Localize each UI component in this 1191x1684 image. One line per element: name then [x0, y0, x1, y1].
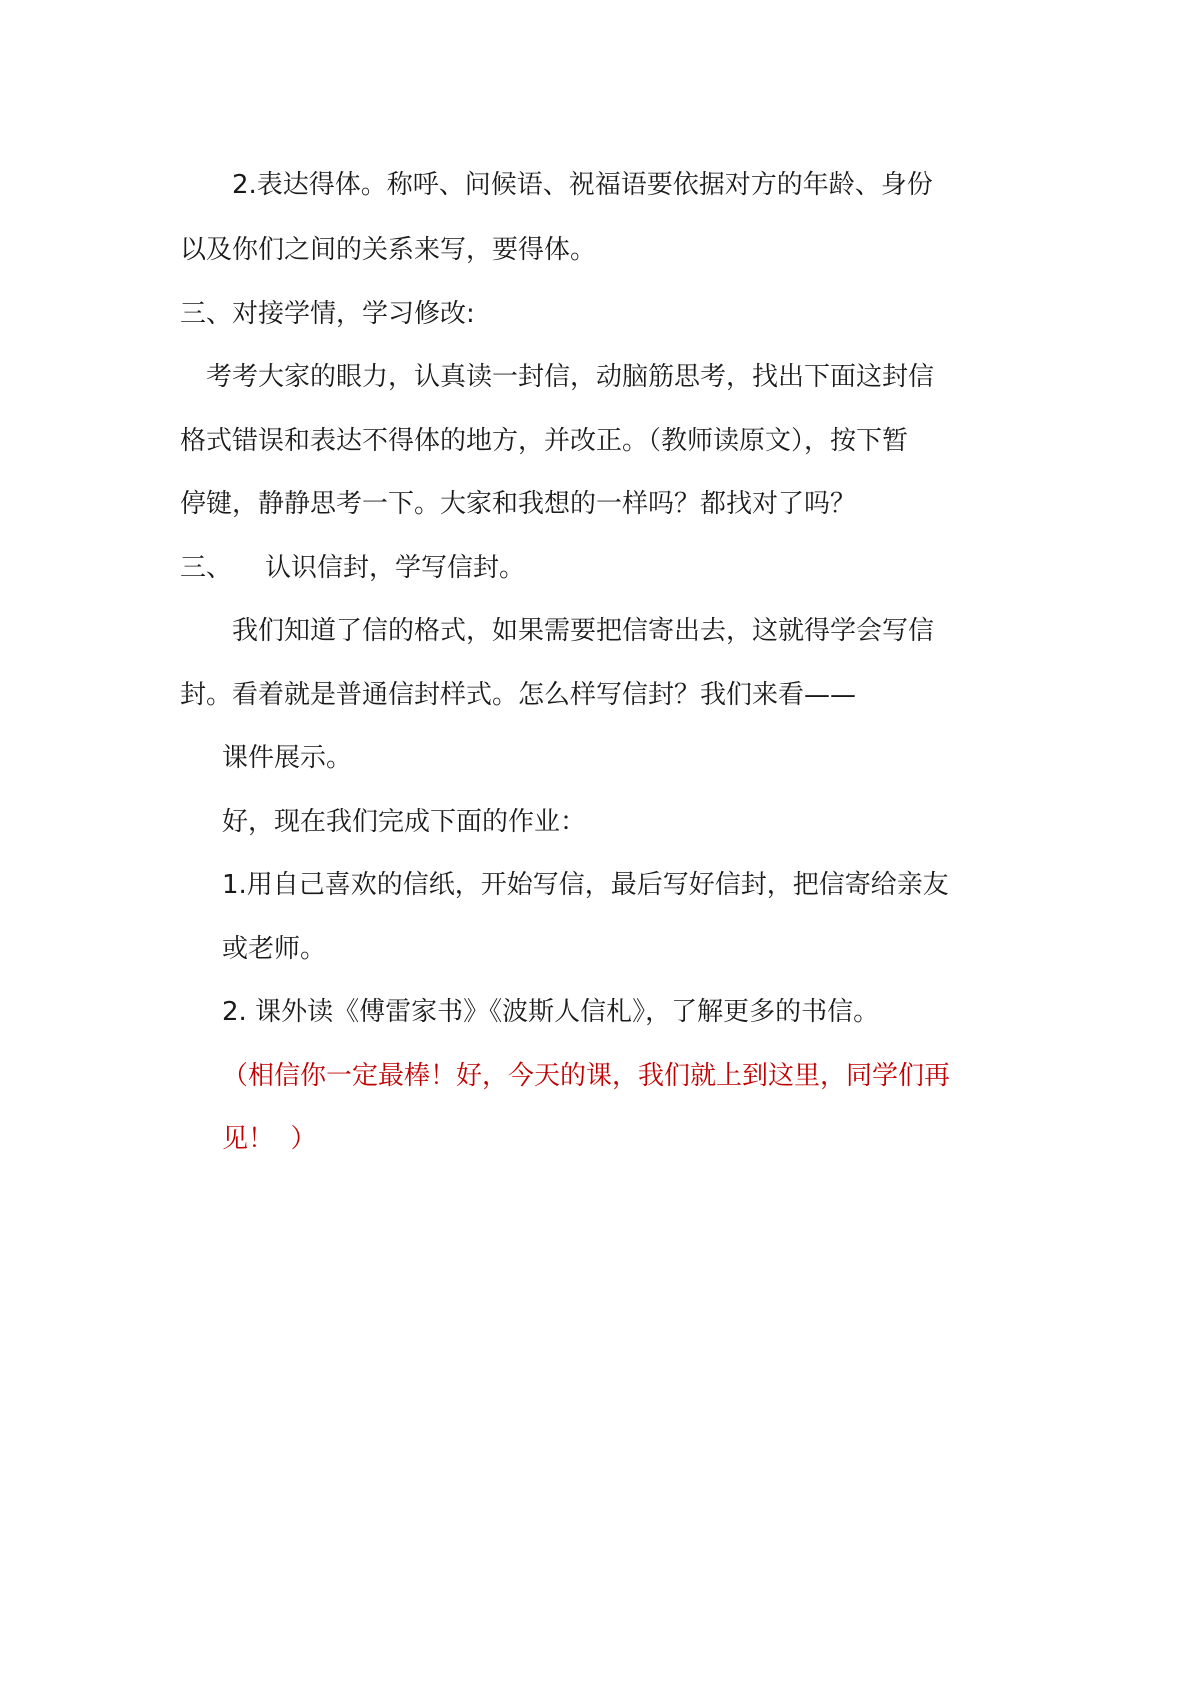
closing-remark: 见！ ） — [222, 1124, 317, 1154]
paragraph-line: 以及你们之间的关系来写，要得体。 — [180, 235, 597, 265]
section-heading: 三、对接学情，学习修改: — [180, 299, 475, 329]
homework-item: 或老师。 — [222, 934, 327, 964]
paragraph-line: 封。看着就是普通信封样式。怎么样写信封？我们来看—— — [180, 680, 857, 710]
paragraph-line: 我们知道了信的格式，如果需要把信寄出去，这就得学会写信 — [232, 616, 935, 646]
paragraph-line: 格式错误和表达不得体的地方，并改正。（教师读原文），按下暂 — [180, 426, 909, 456]
paragraph-line: 考考大家的眼力，认真读一封信，动脑筋思考，找出下面这封信 — [206, 362, 935, 392]
closing-remark: （相信你一定最棒！好，今天的课，我们就上到这里，同学们再 — [222, 1061, 951, 1091]
paragraph-line: 好，现在我们完成下面的作业： — [222, 807, 587, 837]
homework-item: 1.用自己喜欢的信纸，开始写信，最后写好信封，把信寄给亲友 — [222, 870, 949, 900]
paragraph-line: 课件展示。 — [222, 743, 353, 773]
paragraph-line: 停键，静静思考一下。大家和我想的一样吗？都找对了吗？ — [180, 489, 857, 519]
homework-item: 2. 课外读《傅雷家书》《波斯人信札》，了解更多的书信。 — [222, 997, 880, 1027]
section-heading: 三、 认识信封，学写信封。 — [180, 553, 526, 583]
paragraph-line: 2.表达得体。称呼、问候语、祝福语要依据对方的年龄、身份 — [232, 170, 933, 200]
